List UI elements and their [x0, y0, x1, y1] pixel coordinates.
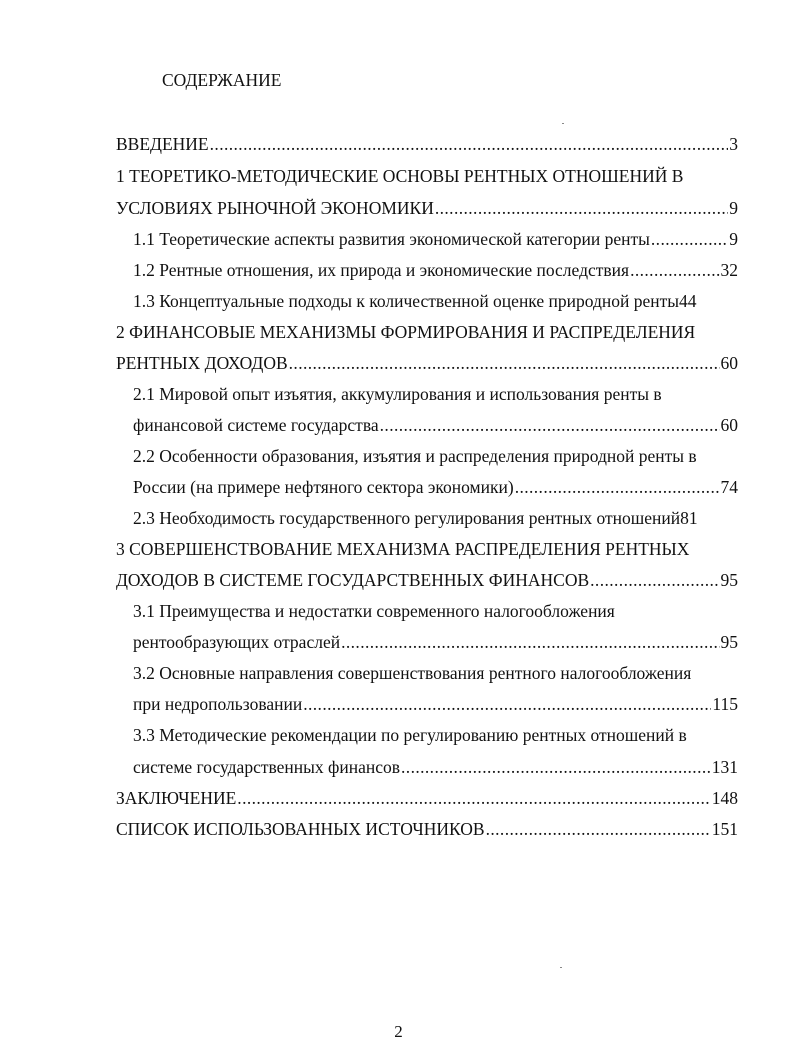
- toc-entry-text: 2.2 Особенности образования, изъятия и распределения природной ренты в: [133, 446, 697, 466]
- toc-section-2-2-line1: [133, 446, 738, 472]
- toc-entry-text: ВВЕДЕНИЕ: [116, 134, 209, 154]
- toc-section-1-2: [133, 260, 738, 286]
- toc-page-number: 95: [720, 570, 738, 590]
- toc-entry-references: [116, 819, 738, 845]
- toc-page-number: 3: [729, 134, 738, 154]
- toc-chapter-1-line2: [116, 198, 738, 224]
- toc-entry-conclusion: [116, 788, 738, 814]
- toc-page-number: 60: [720, 415, 738, 435]
- toc-page-number: 151: [711, 819, 738, 839]
- toc-entry-text: УСЛОВИЯХ РЫНОЧНОЙ ЭКОНОМИКИ: [116, 198, 434, 218]
- toc-section-2-2-line2: [133, 477, 738, 503]
- toc-entry-introduction: [116, 134, 738, 160]
- toc-section-3-1-line1: [133, 601, 738, 627]
- toc-title: СОДЕРЖАНИЕ: [162, 70, 282, 90]
- toc-page-number: 148: [711, 788, 738, 808]
- toc-page-number: 9: [729, 198, 738, 218]
- toc-section-3-1-line2: [133, 632, 738, 658]
- toc-leader-dots: [237, 788, 710, 809]
- toc-entry-text: 3 СОВЕРШЕНСТВОВАНИЕ МЕХАНИЗМА РАСПРЕДЕЛЕНИЯ РЕНТНЫХ: [116, 539, 690, 559]
- toc-entry-text: 1.3 Концептуальные подходы к количественной оценке природной ренты: [133, 291, 680, 311]
- toc-leader-dots: [401, 757, 711, 778]
- toc-leader-dots: [289, 353, 720, 374]
- toc-entry-text: 1 ТЕОРЕТИКО-МЕТОДИЧЕСКИЕ ОСНОВЫ РЕНТНЫХ ОТНОШЕНИЙ В: [116, 166, 684, 186]
- toc-entry-text: при недропользовании: [133, 694, 303, 714]
- toc-entry-text: СПИСОК ИСПОЛЬЗОВАННЫХ ИСТОЧНИКОВ: [116, 819, 485, 839]
- toc-page-number: 95: [720, 632, 738, 652]
- toc-section-2-1-line1: [133, 384, 738, 410]
- toc-leader-dots: [486, 819, 711, 840]
- toc-page-number: 44: [679, 291, 697, 311]
- toc-page-number: 74: [720, 477, 738, 497]
- toc-page-number: 60: [720, 353, 738, 373]
- toc-section-3-3-line1: [133, 725, 738, 751]
- toc-page-number: 131: [711, 757, 738, 777]
- toc-entry-text: 2.3 Необходимость государственного регулирования рентных отношений: [133, 508, 681, 528]
- toc-entry-text: России (на примере нефтяного сектора экономики): [133, 477, 514, 497]
- toc-leader-dots: [380, 415, 720, 436]
- toc-section-2-1-line2: [133, 415, 738, 441]
- toc-leader-dots: [303, 694, 711, 715]
- toc-page-number: 32: [720, 260, 738, 280]
- toc-leader-dots: [515, 477, 720, 498]
- toc-chapter-3-line2: [116, 570, 738, 596]
- toc-chapter-1-line1: [116, 166, 738, 192]
- toc-page-number: 115: [712, 694, 738, 714]
- toc-leader-dots: [630, 260, 719, 281]
- toc-section-1-3: [133, 291, 738, 317]
- toc-leader-dots: [651, 229, 728, 250]
- toc-section-3-3-line2: [133, 757, 738, 783]
- toc-section-1-1: [133, 229, 738, 255]
- toc-entry-text: ЗАКЛЮЧЕНИЕ: [116, 788, 237, 808]
- scan-speck: [562, 123, 564, 124]
- toc-entry-text: 3.2 Основные направления совершенствования рентного налогообложения: [133, 663, 692, 683]
- toc-entry-text: 2 ФИНАНСОВЫЕ МЕХАНИЗМЫ ФОРМИРОВАНИЯ И РАСПРЕДЕЛЕНИЯ: [116, 322, 696, 342]
- page-number: 2: [394, 1022, 403, 1041]
- toc-entry-text: системе государственных финансов: [133, 757, 401, 777]
- toc-leader-dots: [435, 198, 728, 219]
- toc-chapter-2-line2: [116, 353, 738, 379]
- toc-page-number: 9: [729, 229, 738, 249]
- toc-entry-text: 2.1 Мировой опыт изъятия, аккумулирования и использования ренты в: [133, 384, 662, 404]
- toc-entry-text: рентообразующих отраслей: [133, 632, 341, 652]
- toc-entry-text: 1.1 Теоретические аспекты развития экономической категории ренты: [133, 229, 650, 249]
- toc-leader-dots: [590, 570, 719, 591]
- toc-leader-dots: [341, 632, 719, 653]
- toc-section-2-3: [133, 508, 738, 534]
- toc-chapter-2-line1: [116, 322, 738, 348]
- toc-entry-text: ДОХОДОВ В СИСТЕМЕ ГОСУДАРСТВЕННЫХ ФИНАНСОВ: [116, 570, 590, 590]
- toc-page-number: 81: [680, 508, 698, 528]
- scan-speck: [560, 967, 562, 968]
- toc-entry-text: финансовой системе государства: [133, 415, 379, 435]
- toc-chapter-3-line1: [116, 539, 738, 565]
- toc-entry-text: 3.1 Преимущества и недостатки современного налогообложения: [133, 601, 615, 621]
- toc-entry-text: РЕНТНЫХ ДОХОДОВ: [116, 353, 288, 373]
- toc-entry-text: 3.3 Методические рекомендации по регулированию рентных отношений в: [133, 725, 687, 745]
- toc-entry-text: 1.2 Рентные отношения, их природа и экономические последствия: [133, 260, 630, 280]
- toc-leader-dots: [210, 134, 729, 155]
- toc-section-3-2-line2: [133, 694, 738, 720]
- toc-section-3-2-line1: [133, 663, 738, 689]
